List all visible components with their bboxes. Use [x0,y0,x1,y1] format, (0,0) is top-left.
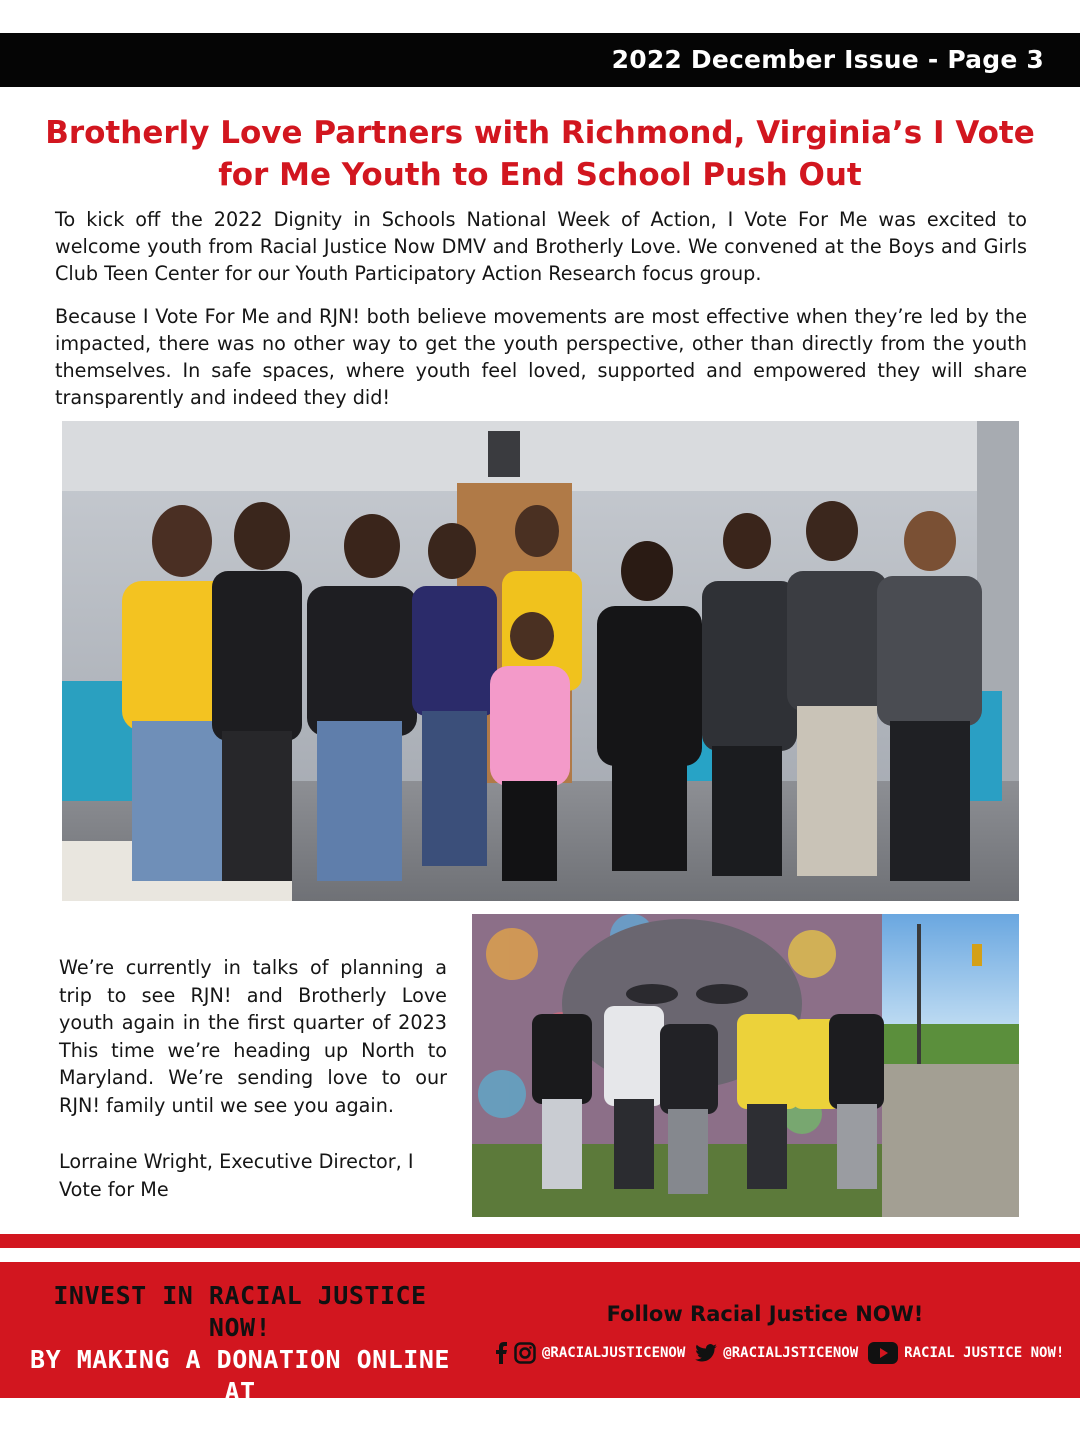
mural-photo-image [472,914,1019,1217]
instagram-icon[interactable] [514,1342,536,1364]
paragraph-intro: To kick off the 2022 Dignity in Schools National Week of Action, I Vote For Me was excited to welcome youth from Racial Justice Now DMV and Brotherly Love. We convened at the Boys and Girls Club Teen Center for our Youth Participatory Action Research focus group. [55,208,1027,285]
donate-line-2: BY MAKING A DONATION ONLINE AT [30,1345,450,1406]
header-bar [0,33,1080,87]
headline-line-2: for Me Youth to End School Push Out [218,157,862,193]
twitter-icon[interactable] [695,1344,717,1362]
group-photo-image [62,421,1019,901]
author-signature: Lorraine Wright, Executive Director, I Vote for Me [59,1150,414,1201]
donate-line-1: INVEST IN RACIAL JUSTICE NOW! [53,1281,427,1342]
social-links [494,1338,1065,1368]
closing-paragraph: We’re currently in talks of planning a trip to see RJN! and Brotherly Love youth again in the first quarter of 2023 This time we’re heading up North to Maryland. We’re sending love to our RJN! family until we see you again. [59,956,447,1117]
follow-title: Follow Racial Justice NOW! [606,1302,924,1326]
issue-label: 2022 December Issue - Page 3 [611,45,1044,74]
footer-banner [0,1262,1080,1438]
donate-link[interactable]: RJNDMV.ORG/DONATE [107,1409,373,1438]
paragraph-youth-perspective: Because I Vote For Me and RJN! both believe movements are most effective when they’re led by the impacted, there was no other way to get the youth perspective, other than directly from the youth themselves. In safe spaces, where youth feel loved, supported and empowered they will share transparently and indeed they did! [55,305,1027,409]
mural-photo [472,914,1019,1217]
twitter-handle[interactable]: @RACIALJSTICENOW [723,1345,859,1361]
donate-callout [30,1280,450,1440]
group-photo [62,421,1019,901]
article-headline [40,112,1040,196]
footer-divider-stripe [0,1234,1080,1248]
youtube-handle[interactable]: RACIAL JUSTICE NOW! [904,1345,1065,1361]
facebook-icon[interactable] [494,1342,508,1364]
youtube-icon[interactable] [868,1342,898,1364]
facebook-instagram-handle[interactable]: @RACIALJUSTICENOW [542,1345,686,1361]
headline-line-1: Brotherly Love Partners with Richmond, Virginia’s I Vote [45,115,1035,151]
